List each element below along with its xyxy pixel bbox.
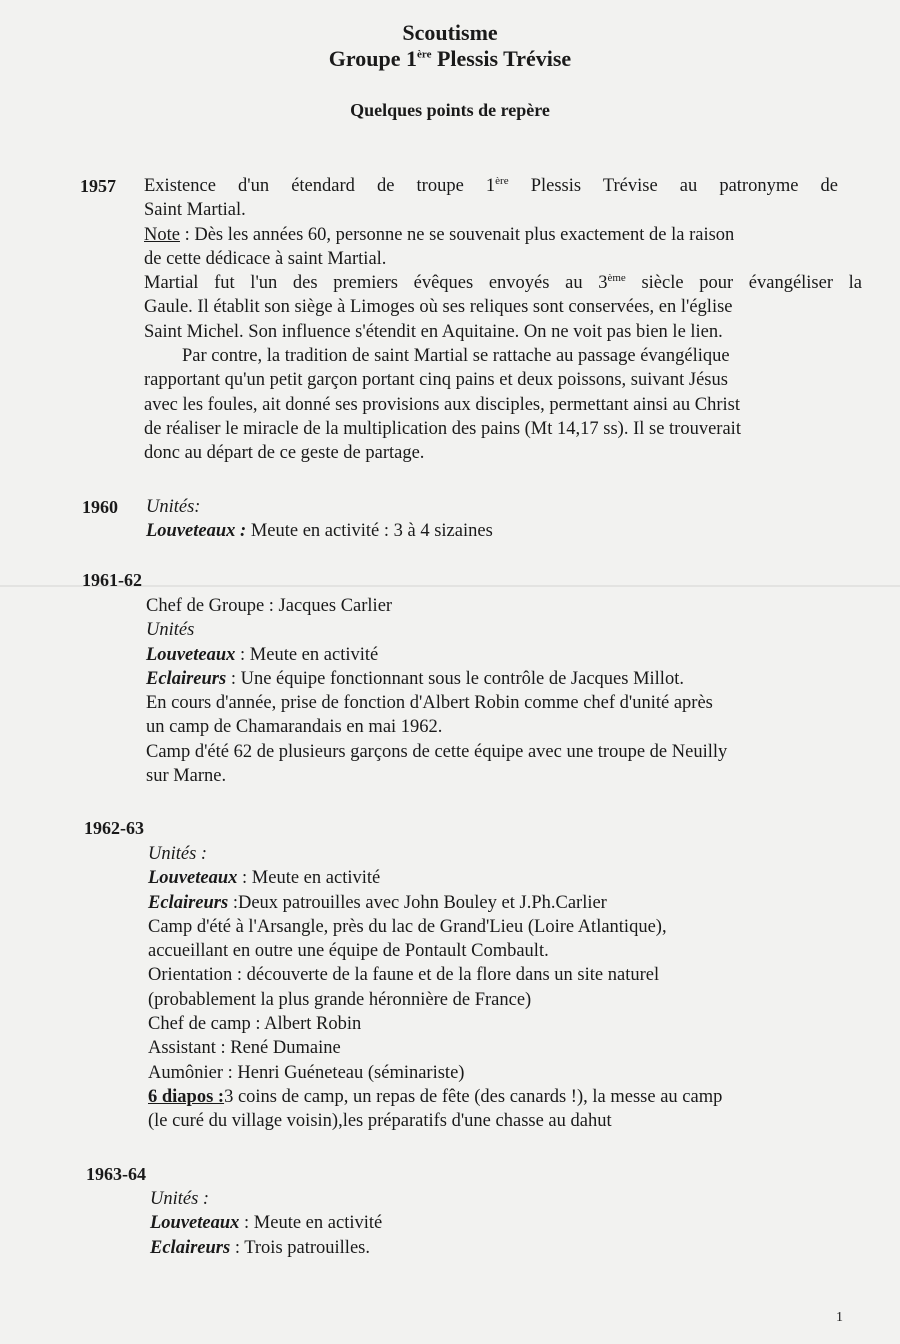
text-line: Camp d'été à l'Arsangle, près du lac de Grand'Lieu (Loire Atlantique), bbox=[148, 916, 667, 937]
text-line: Louveteaux : Meute en activité bbox=[146, 644, 379, 665]
text-line: Aumônier : Henri Guéneteau (séminariste) bbox=[148, 1062, 465, 1083]
group-title: Groupe 1ère Plessis Trévise bbox=[328, 46, 572, 71]
diapos-label: 6 diapos : bbox=[148, 1086, 225, 1107]
year-1961-62: 1961-62 bbox=[82, 570, 142, 590]
year-1960: 1960 bbox=[82, 497, 118, 517]
text-line: Eclaireurs :Deux patrouilles avec John Bouley et J.Ph.Carlier bbox=[148, 892, 607, 913]
units-label: Unités: bbox=[146, 497, 201, 517]
text-line: Chef de Groupe : Jacques Carlier bbox=[146, 596, 393, 616]
year-1957: 1957 bbox=[80, 176, 116, 196]
text-line: Louveteaux : Meute en activité bbox=[148, 868, 381, 889]
text-line: de cette dédicace à saint Martial. bbox=[144, 248, 387, 269]
text-line: Chef de camp : Albert Robin bbox=[148, 1014, 362, 1035]
section-1957 bbox=[144, 174, 862, 466]
text-line: donc au départ de ce geste de partage. bbox=[144, 443, 425, 464]
note-line: Note : Dès les années 60, personne ne se souvenait plus exactement de la raison bbox=[144, 224, 735, 245]
year-1962-63: 1962-63 bbox=[84, 818, 144, 838]
year-1963-64: 1963-64 bbox=[86, 1164, 146, 1184]
text-line: Eclaireurs : Une équipe fonctionnant sous le contrôle de Jacques Millot. bbox=[146, 668, 684, 689]
units-label: Unités : bbox=[148, 844, 208, 864]
text-line: Louveteaux : Meute en activité : 3 à 4 sizaines bbox=[146, 521, 493, 542]
note-label: Note bbox=[144, 224, 180, 245]
text-line: 6 diapos :3 coins de camp, un repas de fête (des canards !), la messe au camp bbox=[148, 1086, 723, 1107]
text-line: Gaule. Il établit son siège à Limoges où ses reliques sont conservées, en l'église bbox=[144, 297, 733, 318]
section-1960 bbox=[146, 495, 493, 544]
text-line: Orientation : découverte de la faune et de la flore dans un site naturel bbox=[148, 965, 660, 986]
text-line: de réaliser le miracle de la multiplication des pains (Mt 14,17 ss). Il se trouverait bbox=[144, 418, 741, 439]
text-line: En cours d'année, prise de fonction d'Albert Robin comme chef d'unité après bbox=[146, 693, 713, 714]
text-line: Louveteaux : Meute en activité bbox=[150, 1213, 383, 1234]
text-line: Saint Martial. bbox=[144, 200, 246, 221]
text-line: (le curé du village voisin),les préparatifs d'une chasse au dahut bbox=[148, 1111, 612, 1132]
text-line: avec les foules, ait donné ses provisions aux disciples, permettant ainsi au Christ bbox=[144, 394, 740, 415]
section-1962-63 bbox=[148, 842, 722, 1134]
text-line: rapportant qu'un petit garçon portant cinq pains et deux poissons, suivant Jésus bbox=[144, 370, 728, 391]
doc-subtitle: Quelques points de repère bbox=[350, 100, 550, 120]
section-1963-64 bbox=[150, 1187, 382, 1260]
units-label: Unités : bbox=[150, 1189, 210, 1209]
section-1961-62 bbox=[146, 594, 727, 788]
page-number: 1 bbox=[836, 1310, 843, 1325]
text-line: Par contre, la tradition de saint Martial se rattache au passage évangélique bbox=[182, 346, 730, 367]
units-label: Unités bbox=[146, 620, 195, 641]
text-line: Eclaireurs : Trois patrouilles. bbox=[150, 1237, 370, 1258]
text-line: Assistant : René Dumaine bbox=[148, 1038, 341, 1059]
text-line: sur Marne. bbox=[146, 766, 227, 787]
text-line: Martial fut l'un des premiers évêques envoyés au 3ème siècle pour évangéliser la bbox=[144, 272, 862, 294]
text-line: Saint Michel. Son influence s'étendit en Aquitaine. On ne voit pas bien le lien. bbox=[144, 321, 723, 342]
doc-title: Scoutisme bbox=[402, 20, 498, 45]
text-line: (probablement la plus grande héronnière de France) bbox=[148, 989, 532, 1010]
text-line: accueillant en outre une équipe de Pontault Combault. bbox=[148, 941, 549, 962]
text-line: Existence d'un étendard de troupe 1ère Plessis Trévise au patronyme de bbox=[144, 174, 838, 196]
text-line: un camp de Chamarandais en mai 1962. bbox=[146, 717, 443, 738]
text-line: Camp d'été 62 de plusieurs garçons de cette équipe avec une troupe de Neuilly bbox=[146, 741, 728, 762]
